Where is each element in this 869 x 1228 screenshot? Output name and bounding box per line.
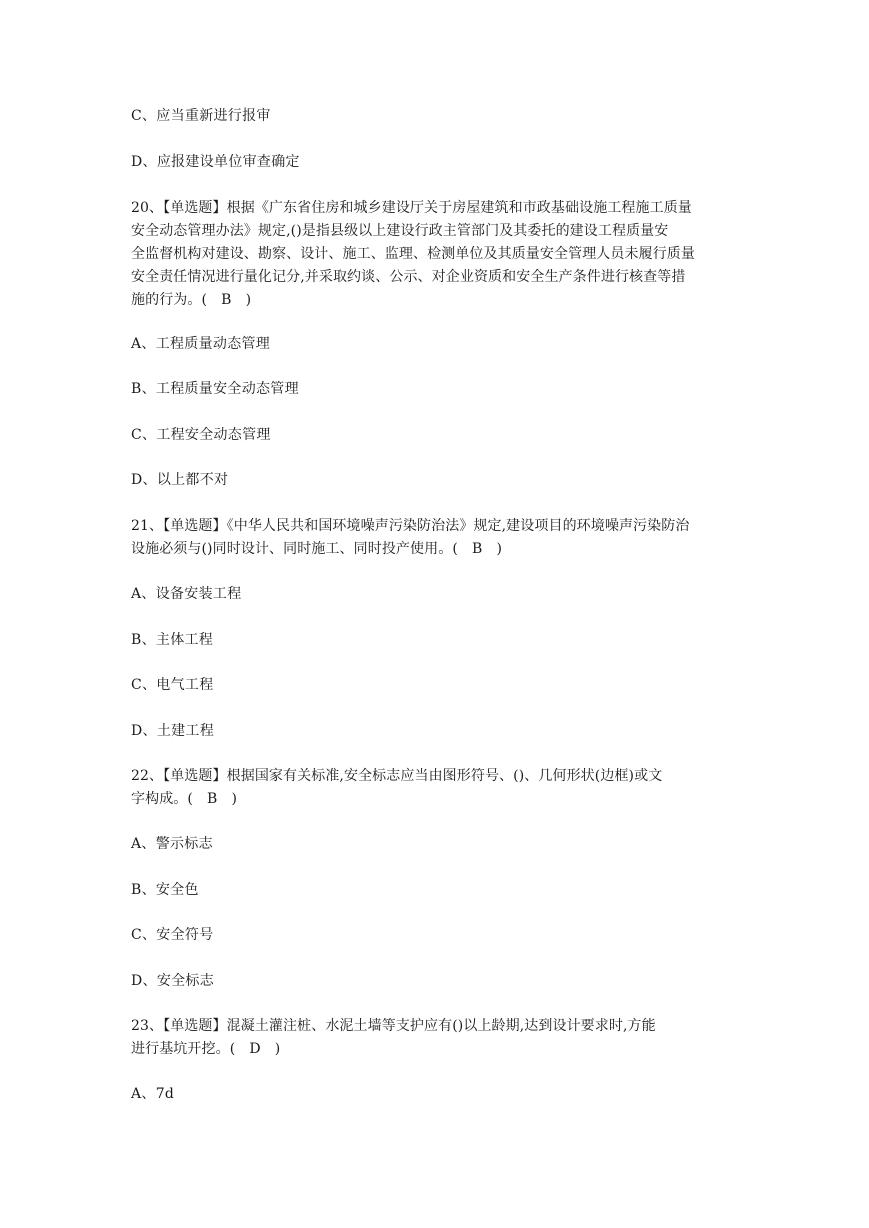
question-20-option-c: C、工程安全动态管理 (131, 427, 271, 443)
question-21-line-2: 设施必须与()同时设计、同时施工、同时投产使用。( B ) (131, 541, 503, 557)
question-23-line-2: 进行基坑开挖。( D ) (131, 1041, 281, 1057)
question-21-option-c: C、电气工程 (131, 677, 214, 693)
question-23-line-1: 23、【单选题】混凝土灌注桩、水泥土墙等支护应有()以上龄期,达到设计要求时,方能 (131, 1018, 656, 1034)
question-22-line-2: 字构成。( B ) (131, 791, 238, 807)
question-20-option-b: B、工程质量安全动态管理 (131, 381, 299, 397)
option-d: D、应报建设单位审查确定 (131, 154, 300, 170)
question-20-line-1: 20、【单选题】根据《广东省住房和城乡建设厅关于房屋建筑和市政基础设施工程施工质量 (131, 200, 692, 216)
question-22-option-d: D、安全标志 (131, 973, 215, 989)
question-21-option-b: B、主体工程 (131, 632, 214, 648)
question-22-option-a: A、警示标志 (131, 836, 213, 852)
question-21-option-d: D、土建工程 (131, 723, 215, 739)
option-c: C、应当重新进行报审 (131, 108, 271, 124)
question-20-line-4: 安全责任情况进行量化记分,并采取约谈、公示、对企业资质和安全生产条件进行核查等措 (131, 269, 686, 285)
question-22-line-1: 22、【单选题】根据国家有关标准,安全标志应当由图形符号、()、几何形状(边框)或文 (131, 768, 663, 784)
question-23-option-a: A、7d (131, 1086, 175, 1102)
question-20-line-2: 安全动态管理办法》规定,()是指县级以上建设行政主管部门及其委托的建设工程质量安 (131, 223, 669, 239)
question-20-line-3: 全监督机构对建设、勘察、设计、施工、监理、检测单位及其质量安全管理人员未履行质量 (131, 246, 695, 262)
question-20-line-5: 施的行为。( B ) (131, 292, 252, 308)
question-20-option-d: D、以上都不对 (131, 472, 229, 488)
question-21-option-a: A、设备安装工程 (131, 586, 242, 602)
question-20-option-a: A、工程质量动态管理 (131, 336, 271, 352)
question-21-line-1: 21、【单选题】《中华人民共和国环境噪声污染防治法》规定,建设项目的环境噪声污染防治 (131, 518, 690, 534)
question-22-option-c: C、安全符号 (131, 927, 214, 943)
question-22-option-b: B、安全色 (131, 882, 199, 898)
